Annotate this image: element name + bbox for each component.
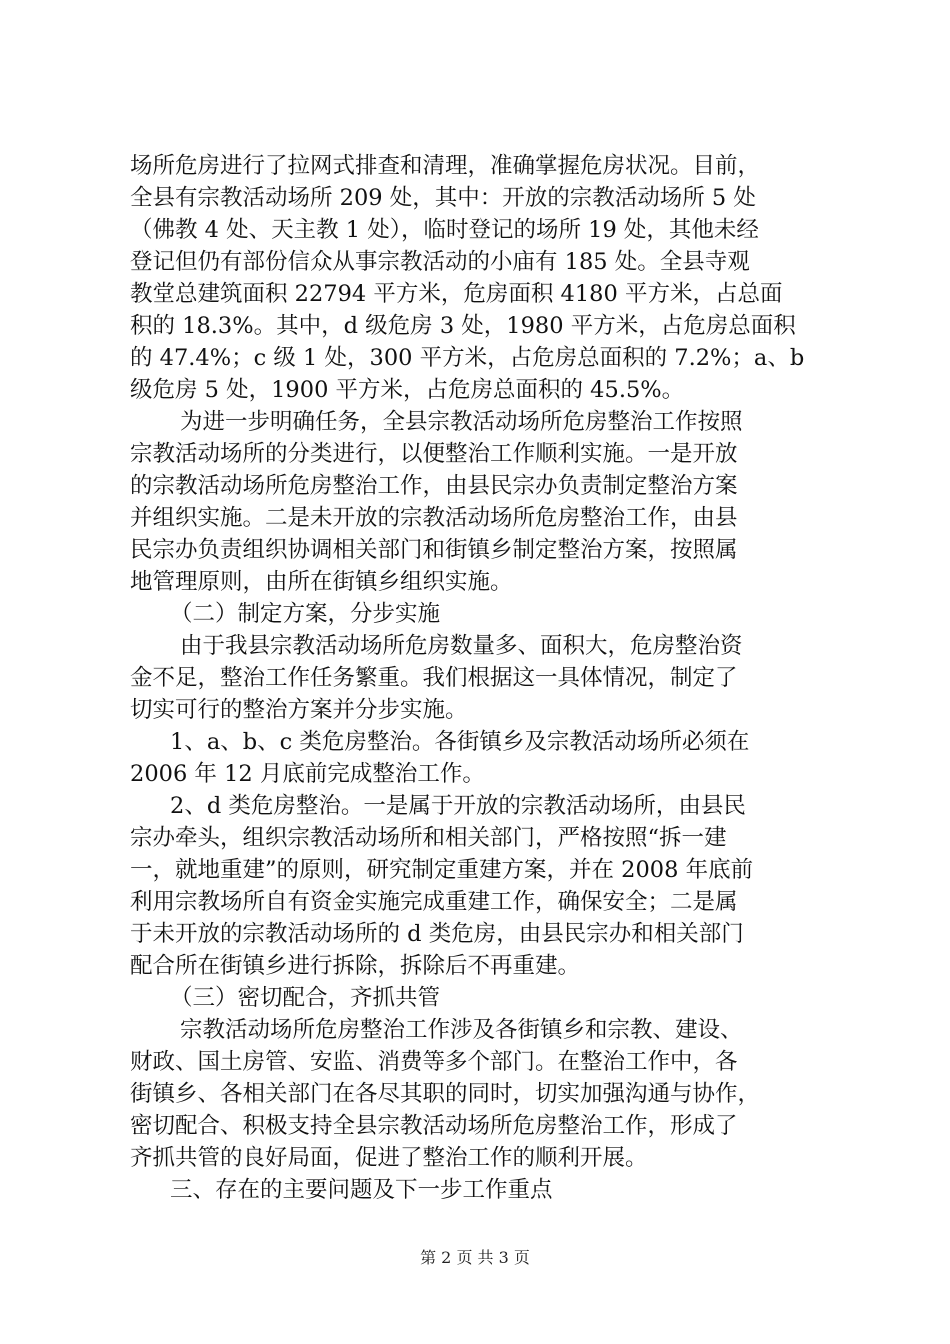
paragraph-line: 金不足，整治工作任务繁重。我们根据这一具体情况，制定了 [130, 665, 738, 691]
paragraph-line: 并组织实施。二是未开放的宗教活动场所危房整治工作，由县 [130, 505, 738, 531]
list-item-line: 2、d 类危房整治。一是属于开放的宗教活动场所，由县民 [170, 793, 746, 819]
paragraph-line: 地管理原则，由所在街镇乡组织实施。 [130, 569, 513, 595]
paragraph-line: （佛教 4 处、天主教 1 处），临时登记的场所 19 处，其他未经 [130, 217, 759, 243]
paragraph-line: 的 47.4%；c 级 1 处，300 平方米，占危房总面积的 7.2%；a、b [130, 345, 805, 371]
page-footer: 第 2 页 共 3 页 [420, 1248, 530, 1267]
paragraph-line: 级危房 5 处，1900 平方米，占危房总面积的 45.5%。 [130, 377, 685, 403]
paragraph-line: 配合所在街镇乡进行拆除，拆除后不再重建。 [130, 953, 581, 979]
paragraph-line: 一，就地重建”的原则，研究制定重建方案，并在 2008 年底前 [130, 857, 754, 883]
paragraph-line: 民宗办负责组织协调相关部门和街镇乡制定整治方案，按照属 [130, 537, 738, 563]
paragraph-line: 的宗教活动场所危房整治工作，由县民宗办负责制定整治方案 [130, 473, 738, 499]
paragraph-line: 密切配合、积极支持全县宗教活动场所危房整治工作，形成了 [130, 1113, 738, 1139]
paragraph-line: 教堂总建筑面积 22794 平方米，危房面积 4180 平方米，占总面 [130, 281, 783, 307]
paragraph-line: 宗教活动场所的分类进行，以便整治工作顺利实施。一是开放 [130, 441, 738, 467]
paragraph-line: 街镇乡、各相关部门在各尽其职的同时，切实加强沟通与协作， [130, 1081, 761, 1107]
paragraph-line: 宗办牵头，组织宗教活动场所和相关部门，严格按照“拆一建 [130, 825, 727, 851]
paragraph-line: 积的 18.3%。其中，d 级危房 3 处，1980 平方米，占危房总面积 [130, 313, 796, 339]
paragraph-line: 全县有宗教活动场所 209 处，其中：开放的宗教活动场所 5 处 [130, 185, 756, 211]
section-heading: （二）制定方案，分步实施 [170, 601, 441, 627]
section-heading: （三）密切配合，齐抓共管 [170, 985, 441, 1011]
paragraph-line: 齐抓共管的良好局面，促进了整治工作的顺利开展。 [130, 1145, 648, 1171]
paragraph-line: 宗教活动场所危房整治工作涉及各街镇乡和宗教、建设、 [180, 1017, 743, 1043]
paragraph-line: 2006 年 12 月底前完成整治工作。 [130, 761, 485, 787]
paragraph-line: 为进一步明确任务，全县宗教活动场所危房整治工作按照 [180, 409, 743, 435]
list-item-line: 1、a、b、c 类危房整治。各街镇乡及宗教活动场所必须在 [170, 729, 750, 755]
paragraph-line: 于未开放的宗教活动场所的 d 类危房，由县民宗办和相关部门 [130, 921, 744, 947]
paragraph-line: 财政、国土房管、安监、消费等多个部门。在整治工作中，各 [130, 1049, 738, 1075]
paragraph-line: 场所危房进行了拉网式排查和清理，准确掌握危房状况。目前， [130, 153, 761, 179]
paragraph-line: 切实可行的整治方案并分步实施。 [130, 697, 468, 723]
paragraph-line: 由于我县宗教活动场所危房数量多、面积大，危房整治资 [180, 633, 743, 659]
document-body [130, 150, 830, 1206]
paragraph-line: 利用宗教场所自有资金实施完成重建工作，确保安全；二是属 [130, 889, 738, 915]
paragraph-line: 登记但仍有部份信众从事宗教活动的小庙有 185 处。全县寺观 [130, 249, 750, 275]
section-heading: 三、存在的主要问题及下一步工作重点 [170, 1177, 553, 1203]
